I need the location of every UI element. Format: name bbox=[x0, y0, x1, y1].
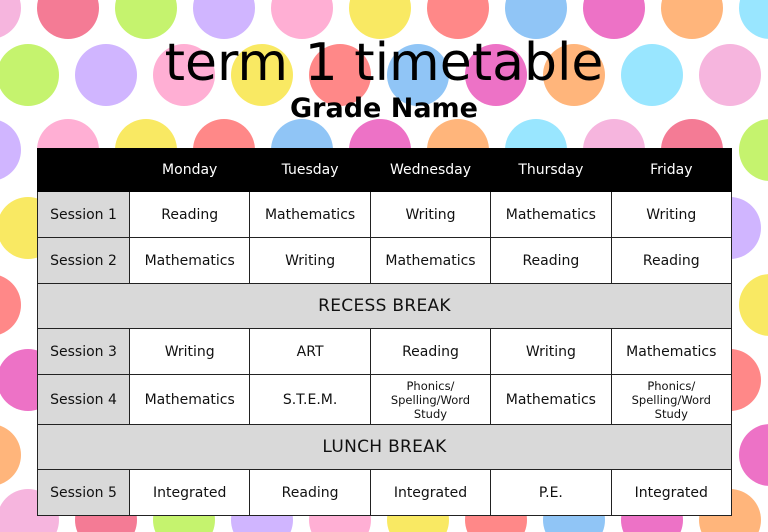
subject-cell: S.T.E.M. bbox=[250, 375, 370, 425]
subject-cell: Phonics/ Spelling/Word Study bbox=[611, 375, 731, 425]
polka-dot bbox=[0, 424, 21, 486]
subject-cell: ART bbox=[250, 329, 370, 375]
day-header-wednesday: Wednesday bbox=[370, 149, 490, 192]
subject-cell: Writing bbox=[250, 238, 370, 284]
grade-name: Grade Name bbox=[290, 93, 478, 124]
polka-dot bbox=[739, 424, 768, 486]
day-header-thursday: Thursday bbox=[491, 149, 611, 192]
subject-cell: Writing bbox=[130, 329, 250, 375]
subject-cell: Integrated bbox=[611, 470, 731, 516]
subject-cell: Reading bbox=[250, 470, 370, 516]
session-row-1 bbox=[38, 192, 732, 238]
session-label: Session 4 bbox=[38, 375, 130, 425]
subject-cell: Mathematics bbox=[370, 238, 490, 284]
subject-cell: Writing bbox=[370, 192, 490, 238]
session-label: Session 2 bbox=[38, 238, 130, 284]
session-label: Session 5 bbox=[38, 470, 130, 516]
subject-cell: Writing bbox=[611, 192, 731, 238]
day-header-friday: Friday bbox=[611, 149, 731, 192]
subject-cell: Reading bbox=[611, 238, 731, 284]
day-header-monday: Monday bbox=[130, 149, 250, 192]
page-title: term 1 timetable bbox=[164, 33, 604, 93]
session-label: Session 1 bbox=[38, 192, 130, 238]
day-header-tuesday: Tuesday bbox=[250, 149, 370, 192]
session-label: Session 3 bbox=[38, 329, 130, 375]
subject-cell: Mathematics bbox=[130, 238, 250, 284]
polka-dot bbox=[0, 119, 21, 181]
session-row-3 bbox=[38, 329, 732, 375]
corner-cell bbox=[38, 149, 130, 192]
recess-break-label: RECESS BREAK bbox=[38, 284, 732, 329]
lunch-break-label: LUNCH BREAK bbox=[38, 425, 732, 470]
session-row-4 bbox=[38, 375, 732, 425]
subject-cell: Mathematics bbox=[491, 192, 611, 238]
subject-cell: Mathematics bbox=[250, 192, 370, 238]
subject-cell: Reading bbox=[130, 192, 250, 238]
subject-cell: Writing bbox=[491, 329, 611, 375]
subject-cell: Integrated bbox=[130, 470, 250, 516]
recess-break-row bbox=[38, 284, 732, 329]
subject-cell: Mathematics bbox=[611, 329, 731, 375]
session-row-5 bbox=[38, 470, 732, 516]
polka-dot bbox=[0, 274, 21, 336]
subject-cell: P.E. bbox=[491, 470, 611, 516]
subject-cell: Mathematics bbox=[130, 375, 250, 425]
subject-cell: Mathematics bbox=[491, 375, 611, 425]
polka-dot bbox=[739, 274, 768, 336]
timetable bbox=[37, 148, 732, 516]
timetable-header-row bbox=[38, 149, 732, 192]
lunch-break-row bbox=[38, 425, 732, 470]
session-row-2 bbox=[38, 238, 732, 284]
subject-cell: Reading bbox=[370, 329, 490, 375]
subject-cell: Phonics/ Spelling/Word Study bbox=[370, 375, 490, 425]
subject-cell: Reading bbox=[491, 238, 611, 284]
subject-cell: Integrated bbox=[370, 470, 490, 516]
polka-dot bbox=[739, 119, 768, 181]
